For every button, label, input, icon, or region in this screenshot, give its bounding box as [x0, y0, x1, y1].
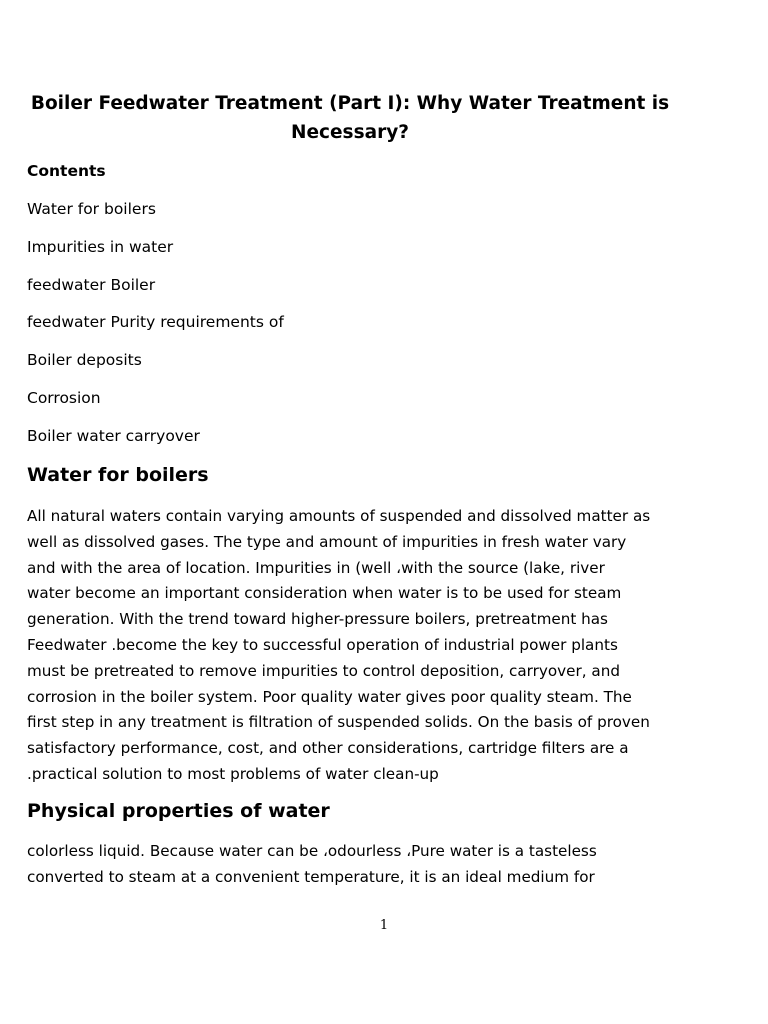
toc-item: feedwater Boiler [27, 275, 156, 294]
toc-item: Boiler deposits [27, 351, 142, 370]
paragraph-line: well as dissolved gases. The type and amount of impurities in fresh water vary [27, 532, 627, 551]
toc-item: feedwater Purity requirements of [27, 313, 284, 332]
paragraph-line: Feedwater .become the key to successful operation of industrial power plants [27, 635, 618, 654]
paragraph-line: and with the area of location. Impurities in (well ،with the source (lake, river [27, 558, 605, 577]
section-heading-water-for-boilers: Water for boilers [27, 464, 209, 486]
paragraph-line: must be pretreated to remove impurities to control deposition, carryover, and [27, 661, 620, 680]
paragraph-line: All natural waters contain varying amounts of suspended and dissolved matter as [27, 507, 651, 525]
section-heading-physical-properties: Physical properties of water [27, 800, 330, 822]
toc-item: Water for boilers [27, 200, 156, 218]
paragraph-line: satisfactory performance, cost, and other considerations, cartridge filters are a [27, 739, 629, 758]
paragraph-line: converted to steam at a convenient temperature, it is an ideal medium for [27, 867, 595, 886]
paragraph-line: .practical solution to most problems of water clean-up [27, 764, 439, 783]
paragraph-line: water become an important consideration when water is to be used for steam [27, 584, 622, 603]
paragraph-line: colorless liquid. Because water can be ،odourless ،Pure water is a tasteless [27, 842, 597, 860]
paragraph-line: generation. With the trend toward higher-pressure boilers, pretreatment has [27, 610, 608, 629]
contents-heading: Contents [27, 162, 106, 180]
title-line-1: Boiler Feedwater Treatment (Part I): Why Water Treatment is [30, 93, 670, 114]
document-title [20, 89, 680, 147]
toc-item: Corrosion [27, 388, 101, 407]
page-number: 1 [379, 918, 389, 933]
paragraph-line: corrosion in the boiler system. Poor quality water gives poor quality steam. The [27, 687, 632, 706]
paragraph-physical-properties [27, 839, 687, 891]
toc-item: Impurities in water [27, 237, 174, 256]
paragraph-water-for-boilers [27, 504, 687, 788]
paragraph-line: first step in any treatment is filtration of suspended solids. On the basis of proven [27, 713, 650, 732]
table-of-contents [27, 199, 284, 464]
toc-item: Boiler water carryover [27, 426, 200, 445]
title-line-2: Necessary? [291, 122, 409, 143]
